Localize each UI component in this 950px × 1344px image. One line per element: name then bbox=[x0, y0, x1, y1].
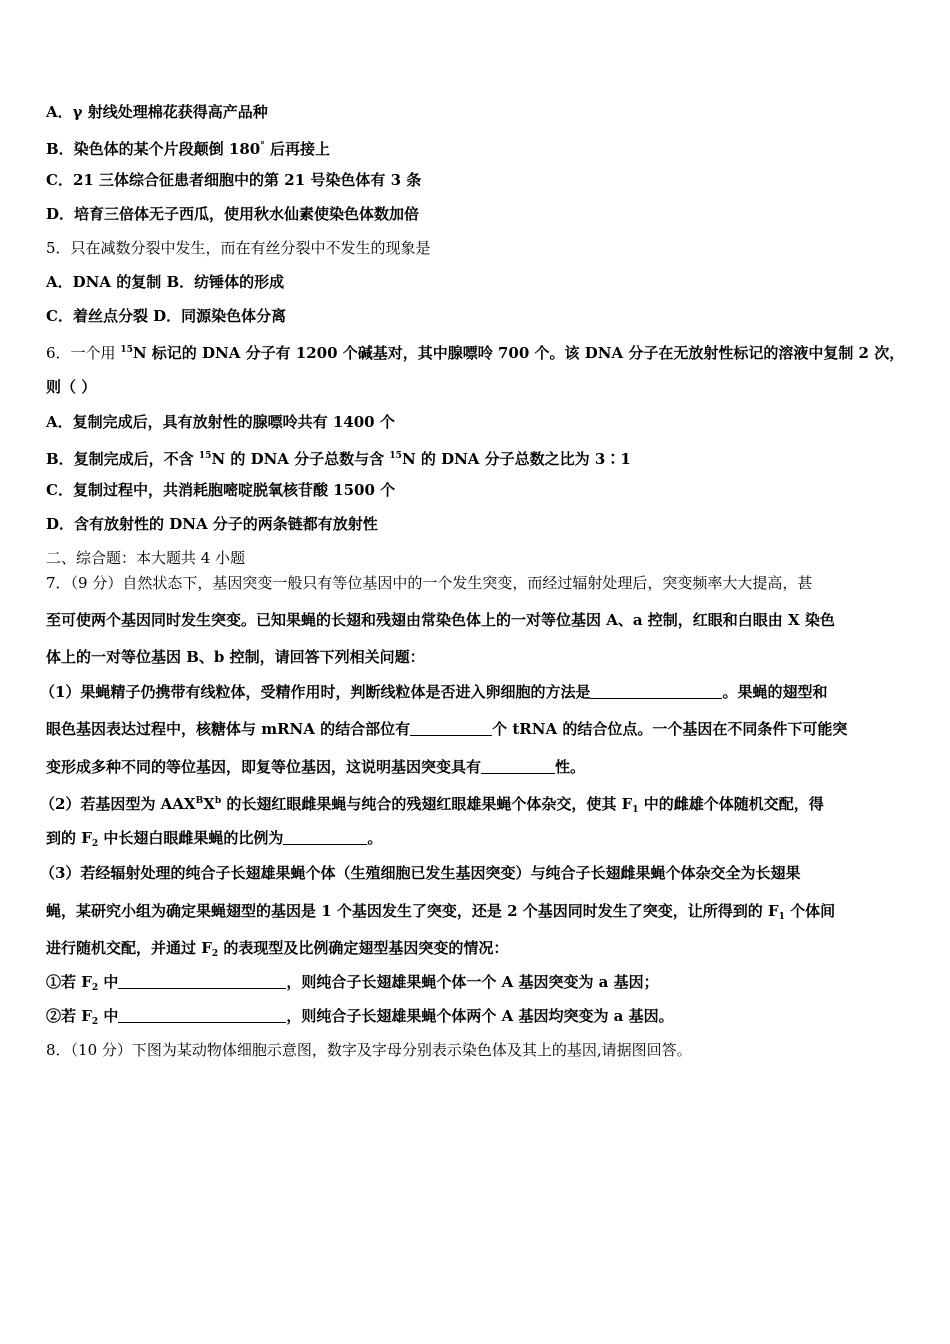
q7-stem-line3: 体上的一对等位基因 B、b 控制，请回答下列相关问题： bbox=[46, 648, 425, 666]
answer-blank[interactable] bbox=[118, 1008, 286, 1023]
q4-option-d: D．培育三倍体无子西瓜，使用秋水仙素使染色体数加倍 bbox=[46, 205, 420, 223]
answer-blank[interactable] bbox=[481, 759, 555, 774]
q7-part3-line1: （3）若经辐射处理的纯合子长翅雄果蝇个体（生殖细胞已发生基因突变）与纯合子长翅雌果蝇个体杂交全为长翅果 bbox=[40, 864, 801, 882]
q7-part2-line2: 到的 $F_2$ 中长翅白眼雌果蝇的比例为 。 bbox=[46, 829, 383, 849]
q4-option-b: B．染色体的某个片段颠倒 180° 后再接上 bbox=[46, 140, 330, 158]
q7-part1-line1: （1）果蝇精子仍携带有线粒体，受精作用时，判断线粒体是否进入卵细胞的方法是 。果蝇的翅型和 bbox=[40, 683, 828, 701]
q7-part2-line1: （2）若基因型为 $AAX^BX^b$ 的长翅红眼雌果蝇与纯合的残翅红眼雄果蝇个体杂交，使其 $F_1$ 中的雌雄个体随机交配，得 bbox=[40, 795, 824, 815]
q5-options-cd: C．着丝点分裂 D．同源染色体分离 bbox=[46, 307, 287, 325]
q5-stem: 5．只在减数分裂中发生，而在有丝分裂中不发生的现象是 bbox=[46, 239, 431, 257]
q7-part1-line3: 变形成多种不同的等位基因，即复等位基因，这说明基因突变具有 性。 bbox=[46, 758, 586, 776]
q6-stem-cont: 则（ ） bbox=[46, 378, 97, 396]
q7-part1-line2: 眼色基因表达过程中，核糖体与 mRNA 的结合部位有 个 tRNA 的结合位点。一个基因在不同条件下可能突 bbox=[46, 720, 848, 738]
q6-stem: 6．一个用 $^{15}$N 标记的 DNA 分子有 1200 个碱基对，其中腺嘌呤 700 个。该 DNA 分子在无放射性标记的溶液中复制 2 次， bbox=[46, 344, 905, 362]
q6-option-b: B．复制完成后，不含 $^{15}$N 的 DNA 分子总数与含 $^{15}$N 的 DNA 分子总数之比为 3∶1 bbox=[46, 450, 631, 468]
q4-option-a: A．γ 射线处理棉花获得高产品种 bbox=[46, 103, 268, 121]
q7-part3-line3: 进行随机交配，并通过 $F_2$ 的表现型及比例确定翅型基因突变的情况： bbox=[46, 939, 509, 959]
answer-blank[interactable] bbox=[590, 684, 722, 699]
q7-case1: ①若 $F_2$ 中 ，则纯合子长翅雄果蝇个体一个 A 基因突变为 a 基因； bbox=[46, 973, 659, 993]
q6-option-d: D．含有放射性的 DNA 分子的两条链都有放射性 bbox=[46, 515, 378, 533]
q7-stem-line1: 7．（9 分）自然状态下，基因突变一般只有等位基因中的一个发生突变，而经过辐射处理后，突变频率大大提高，甚 bbox=[46, 574, 813, 592]
q6-option-c: C．复制过程中，共消耗胞嘧啶脱氧核苷酸 1500 个 bbox=[46, 481, 396, 499]
q7-stem-line2: 至可使两个基因同时发生突变。已知果蝇的长翅和残翅由常染色体上的一对等位基因 A、a 控制，红眼和白眼由 X 染色 bbox=[46, 611, 835, 629]
answer-blank[interactable] bbox=[118, 974, 286, 989]
answer-blank[interactable] bbox=[283, 830, 367, 845]
q8-stem: 8．（10 分）下图为某动物体细胞示意图，数字及字母分别表示染色体及其上的基因,请据图回答。 bbox=[46, 1041, 692, 1059]
q7-part3-line2: 蝇，某研究小组为确定果蝇翅型的基因是 1 个基因发生了突变，还是 2 个基因同时发生了突变，让所得到的 $F_1$ 个体间 bbox=[46, 902, 836, 922]
answer-blank[interactable] bbox=[410, 721, 492, 736]
q4-option-c: C．21 三体综合征患者细胞中的第 21 号染色体有 3 条 bbox=[46, 171, 422, 189]
section-heading: 二、综合题：本大题共 4 小题 bbox=[46, 549, 246, 567]
q7-case2: ②若 $F_2$ 中 ，则纯合子长翅雄果蝇个体两个 A 基因均突变为 a 基因。 bbox=[46, 1007, 674, 1027]
q5-options-ab: A．DNA 的复制 B．纺锤体的形成 bbox=[46, 273, 285, 291]
q6-option-a: A．复制完成后，具有放射性的腺嘌呤共有 1400 个 bbox=[46, 413, 395, 431]
